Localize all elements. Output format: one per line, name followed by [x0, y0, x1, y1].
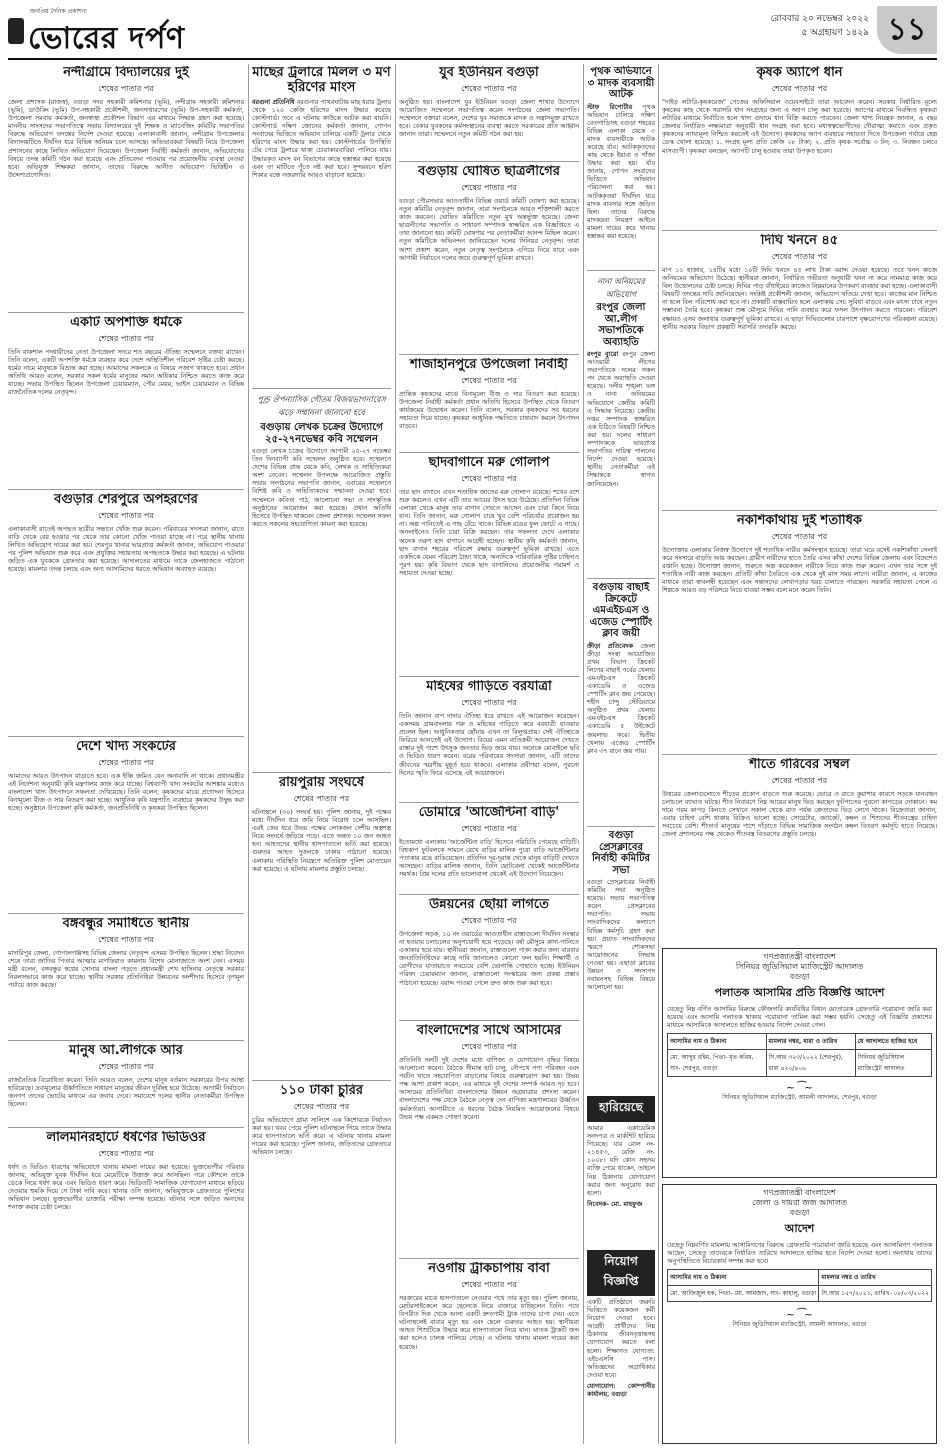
article-body: বগুড়া লেখক চক্রের উদ্যোগে আগামী ২৫-২৭ নভেম্বর তিন দিনব্যাপী কবি সম্মেলন অনুষ্ঠিত হবে। সম্মেলনে দেশের বিভিন্ন প্রান্ত থেকে কবি, লেখক ও সাহিত্যিকরা অংশ নেবেন। সম্মেলন উপলক্ষে আয়োজিত প্রস্তুতি সভায় সংগঠনের সভাপতি জানান, এবারের সম্মেলনে বিশিষ্ট কবি ও সাহিত্যিকদের সম্মাননা দেওয়া হবে। সম্মেলনে কবিতা পাঠ, আলোচনা সভা ও সাংস্কৃতিক অনুষ্ঠানের আয়োজন করা হয়েছে। প্রধান অতিথি হিসেবে উপস্থিত থাকবেন জেলা প্রশাসক। সম্মেলন সফল করতে সকলের সহযোগিতা কামনা করা হয়েছে।	[252, 448, 391, 528]
legal-notice-2	[662, 1184, 937, 1444]
article-body: ধর্ষণ ও ভিডিও ধারণের অভিযোগে থানায় মামলা দায়ের করা হয়েছে। ভুক্তভোগীর পরিবার জানায়, অভিযুক্ত যুবক দীর্ঘদিন ধরে মেয়েটিকে উত্ত্যক্ত করে আসছিল। পরে কৌশলে তাকে ডেকে নিয়ে ধর্ষণ করে এবং ভিডিও ধারণ করে। ভিডিওটি সামাজিক যোগাযোগ মাধ্যমে ছড়িয়ে দেওয়ার হুমকি দিয়ে সে টাকা দাবি করে। থানার ওসি জানান, অভিযুক্তকে গ্রেফতারে পুলিশের অভিযান চলছে। ভুক্তভোগীর ডাক্তারি পরীক্ষা সম্পন্ন হয়েছে। ঘটনার সঙ্গে জড়িত অন্যদের শনাক্ত করার চেষ্টা চলছে।	[8, 1163, 244, 1212]
job-label: নিয়োগ বিজ্ঞপ্তি	[587, 1250, 655, 1296]
headline: বগুড়া প্রেসক্লাবের নির্বাহী কমিটির সভা	[591, 830, 651, 876]
notice-header: গণপ্রজাতন্ত্রী বাংলাদেশ জেলা ও দায়রা জজ আদালত বগুড়া	[752, 1188, 847, 1217]
headline: শাজাহানপুরে উপজেলা নির্বাহী	[410, 358, 568, 372]
article-opoprochesta	[8, 316, 244, 486]
classified-lost	[587, 1096, 655, 1246]
kicker: শেষের পাতার পর	[293, 793, 350, 803]
kicker: শেষের পাতার পর	[98, 1148, 154, 1158]
section-divider	[8, 312, 244, 313]
headline: নকশিকাঁথায় দুই শতাধিক	[737, 514, 862, 528]
headline: দিঘি খননে ৪৫	[760, 234, 839, 248]
article-shahjahanpur	[399, 358, 579, 448]
column-divider	[583, 64, 584, 1444]
article-chhatraleague	[399, 165, 579, 351]
article-body: ঘটনাস্থলে (৩০) সংঘর্ষ হয়। পুলিশ জানায়, দুই পক্ষের মধ্যে দীর্ঘদিন ধরে জমি নিয়ে বিরোধ চলে আসছিল। এরই জের ধরে উভয় পক্ষের লোকজন দেশীয় অস্ত্রশস্ত্র নিয়ে সংঘর্ষে জড়িয়ে পড়ে। এতে অন্তত ১০ জন আহত হন। আহতদের স্থানীয় হাসপাতালে ভর্তি করা হয়েছে। গুরুতর আহত দুজনকে ঢাকায় পাঠানো হয়েছে। এলাকায় পরিস্থিতি নিয়ন্ত্রণে অতিরিক্ত পুলিশ মোতায়েন করা হয়েছে। এ ঘটনায় মামলার প্রস্তুতি চলছে।	[252, 808, 391, 873]
notice-title: আদেশ	[784, 1222, 815, 1235]
article-body: জেলা প্রশাসক (রাজস্ব), বগুড়া সদর সহকারী কমিশনার (ভূমি), নন্দীগ্রাম সহকারী কমিশনার (ভূমি), ডাউকিং (ভূমি) উপ-সহকারী প্রকৌশলী, জনসাধারণের (ভূমি) উপ-সহকারী কর্মকর্তা, উপজেলা সমবায় কর্মকর্তা, জনস্বাস্থ্য প্রকৌশল বিভাগ এর মাধ্যমে সিদ্ধান্ত গ্রহণ করা হয়েছে। মাননীয় সাংসদের সভাপতিত্বে সভায় বিদ্যালয়ের দুই শিক্ষক ও ম্যানেজিং কমিটির সভাপতির বিরুদ্ধে অভিযোগ তদন্তের নির্দেশ দেওয়া হয়েছে। এলাকাবাসী জানান, নন্দীগ্রাম উপজেলার বিদ্যালয়টিতে দীর্ঘদিন ধরে বিভিন্ন অনিয়ম চলে আসছে। অভিভাবকরা বিষয়টি নিয়ে উপজেলা প্রশাসনের কাছে লিখিত অভিযোগ দিয়েছেন। উপজেলা নির্বাহী কর্মকর্তা জানান, অভিযোগের বিষয়ে তদন্ত কমিটি গঠন করা হয়েছে এবং প্রতিবেদন পাওয়ার পর প্রয়োজনীয় ব্যবস্থা নেওয়া হবে। অভিযুক্ত শিক্ষকরা জানান, তাদের বিরুদ্ধে আনীত অভিযোগ ভিত্তিহীন ও উদ্দেশ্যপ্রণোদিত।	[8, 98, 244, 179]
article-body: উদ্যোক্তার এলাকায় নিজস্ব উদ্যোগে দুই শতাধিক নারীর কর্মসংস্থান হয়েছে। তারা ঘরে বসেই নকশিকাঁথা সেলাই করে সংসারে বাড়তি আয় করছেন। গ্রামীণ নারীদের হাতে তৈরি এসব কাঁথা দেশের বিভিন্ন জেলায় এবং বিদেশেও রপ্তানি হচ্ছে। উদ্যোক্তা জানান, শুরুতে অল্প কয়েকজন নারীকে নিয়ে কাজ শুরু করেন। এখন তার সঙ্গে দুই শতাধিক নারী কাজ করছেন। প্রতিটি কাঁথা তৈরিতে এক থেকে দুই মাস সময় লাগে। নারীরা জানান, এ কাজের মাধ্যমে তারা স্বাবলম্বী হয়েছেন এবং সন্তানদের লেখাপড়ার খরচ চালাতে পারছেন। সরকারি সহায়তা পেলে এ শিল্পকে আরও বড় পরিসরে নিয়ে যাওয়া সম্ভব বলে মনে করেন তিনি।	[662, 546, 937, 595]
notice-table	[667, 1033, 932, 1077]
section-divider	[399, 1020, 579, 1021]
job-body: একটি প্রতিষ্ঠানে জরুরি ভিত্তিতে কয়েকজন কর্মী নিয়োগ দেওয়া হবে। আগ্রহী প্রার্থীদের নিম্ন ঠিকানায় জীবনবৃত্তান্তসহ যোগাযোগ করতে বলা হলো। শিক্ষাগত যোগ্যতা: এইচএসসি পাস। অভিজ্ঞদের অগ্রাধিকার দেওয়া হবে।	[587, 1299, 655, 1379]
section-divider	[8, 1127, 244, 1128]
signature-icon: ~⁀~	[785, 1081, 814, 1095]
kicker: শেষের পাতার পর	[293, 1101, 350, 1111]
article-body: চুরির অভিযোগে গ্রাম্য সালিশে এক কিশোরকে নির্যাতন করা হয়। খবর পেয়ে পুলিশ ঘটনাস্থলে গিয়ে তাকে উদ্ধার করে হাসপাতালে ভর্তি করে। এ ঘটনায় থানায় মামলা দায়ের করা হয়েছে। পুলিশ জানায়, জড়িতদের গ্রেফতারে অভিযান চলছে।	[252, 1116, 391, 1157]
article-domar	[399, 806, 579, 890]
notice-header: গণপ্রজাতন্ত্রী বাংলাদেশ সিনিয়র জুডিসিয়াল ম্যাজিস্ট্রেট আদালত বগুড়া	[735, 952, 864, 981]
section-divider	[399, 894, 579, 895]
table-cell: মো. আজিজুল হক, পিতা- মো. আমজাদ, সাং- কাহালু, বগুড়া	[668, 1286, 819, 1302]
logo-tagline: জনপ্রিয় দৈনিক প্রকাশনা	[30, 8, 87, 15]
kicker: শেষের পাতার পর	[461, 83, 517, 93]
notice-body: যেহেতু নিম্নবর্ণিত মামলায় আসামিগণের বিরুদ্ধে গ্রেফতারি পরোয়ানা জারি হয়েছে এবং আসামিগণ পলাতক আছেন, সেহেতু তাদেরকে নির্ধারিত তারিখে আদালতে হাজির হতে নির্দেশ দেওয়া হলো। অন্যথায় তাদের অনুপস্থিতিতে বিচারকার্য সম্পন্ন করা হবে।	[667, 1242, 932, 1266]
table-header: মামলার নম্বর, ধারা ও তারিখ	[766, 1034, 855, 1050]
article-chadbagan	[399, 456, 579, 672]
headline: লালমনিরহাটে ধর্ষণের ভিডিওর	[46, 1131, 206, 1145]
section-divider	[8, 913, 244, 914]
table-header: মামলার নম্বর ও তারিখ	[819, 1270, 932, 1286]
kicker: নানা অনিয়মের অভিযোগ	[597, 277, 645, 299]
headline: নওগাঁয় ট্রাকচাপায় বাবা	[428, 1262, 550, 1276]
section-divider	[399, 676, 579, 677]
article-body: প্রান্তিক কৃষকদের মাঝে বিনামূল্যে বীজ ও সার বিতরণ করা হয়েছে। উপজেলা নির্বাহী কর্মকর্তা প্রধান অতিথি হিসেবে উপস্থিত থেকে বিতরণ কার্যক্রমের উদ্বোধন করেন। তিনি বলেন, সরকার কৃষকদের সব ধরনের সহায়তা দিয়ে যাচ্ছে। কৃষকরা আধুনিক পদ্ধতিতে চাষাবাদ করলে উৎপাদন বাড়বে।	[399, 390, 579, 431]
section-divider	[8, 1040, 244, 1041]
article-bongobondhu	[8, 917, 244, 1037]
article-body: বগুড়া প্রেসক্লাবের নির্বাহী কমিটির সভা অনুষ্ঠিত হয়েছে। সভায় সভাপতিত্ব করেন প্রেসক্লাবের সভাপতি। সভায় সাংবাদিকদের কল্যাণে বিভিন্ন কর্মসূচি গ্রহণ করা হয়। প্রয়াত সাংবাদিকদের স্মরণে শোকসভা আয়োজনের সিদ্ধান্ত নেওয়া হয়। এছাড়া ক্লাবের উন্নয়ন ও সদস্যপদ নবায়নসহ বিভিন্ন বিষয়ে আলোচনা হয়।	[587, 879, 655, 992]
section-divider	[252, 1080, 391, 1081]
notice-body: যেহেতু নিম্ন বর্ণিত আসামির বিরুদ্ধে ফৌজদারি কার্যবিধির বিধান মোতাবেক গ্রেফতারি পরোয়ানা জারি করা হয়েছে এবং আসামি পলাতক থাকায় পরোয়ানা তামিল করা সম্ভব হয়নি। সেহেতু এই বিজ্ঞপ্তি প্রকাশের মাধ্যমে আসামিকে আদালতে হাজির হওয়ার নির্দেশ দেওয়া গেল।	[667, 1006, 932, 1030]
headline: দেশে খাদ্য সংকটের	[76, 740, 176, 754]
article-bangladesh-assam	[399, 1024, 579, 1254]
kicker: শেষের পাতার পর	[98, 934, 154, 944]
article-cricket	[587, 582, 655, 822]
headline: মাছের ট্রলারে মিলল ৩ মণ হরিণের মাংস	[252, 66, 391, 95]
byline: বরগুনা প্রতিনিধি	[252, 98, 295, 106]
lost-name: নিবেদক- মো. মাহফুজ	[587, 1200, 643, 1208]
article-unnoyon	[399, 898, 579, 1016]
newspaper-logo	[8, 6, 238, 56]
article-dighi	[662, 234, 937, 506]
article-body: তিনি জানান বাপ দাদার ঐতিহ্য ধরে রাখতে এই আয়োজন করেছেন। একসময় গ্রামবাংলায় গরু ও মহিষের গাড়িতে করে বরযাত্রী যাওয়ার প্রচলন ছিল। আধুনিকতার ছোঁয়ায় এখন তা বিলুপ্তপ্রায়। সেই ঐতিহ্যকে ফিরিয়ে আনতেই এই উদ্যোগ। বিয়ের এমন ব্যতিক্রমী আয়োজন দেখতে রাস্তার দুই পাশে উৎসুক জনতার ভিড় জমে যায়। অনেকে মোবাইলে ছবি ও ভিডিও ধারণ করেন। বরের পরিবারের সদস্যরা জানান, এটি তাদের জীবনের স্মরণীয় মুহূর্ত হয়ে থাকবে। এলাকার প্রবীণরা বলেন, পুরনো দিনের স্মৃতি ফিরে এসেছে এই আয়োজনে।	[399, 712, 579, 777]
article-nakshikatha	[662, 514, 937, 750]
column-divider	[395, 64, 396, 1444]
headline: ১১০ টাকা চুরির	[279, 1084, 364, 1098]
section-divider	[587, 826, 655, 827]
table-header: যে আদালতে হাজির হবে	[855, 1034, 931, 1050]
kicker: শেষের পাতার পর	[461, 182, 517, 192]
lost-body: আমার একাডেমিক সনদপত্র ও মার্কশিট হারিয়ে গিয়েছে। যার রোল নং- ২১৪৫৩, রেজি নং- ১০০৮। যদি কোন সহৃদয় ব্যক্তি পেয়ে থাকেন, তাহলে নিম্ন ঠিকানায় যোগাযোগ করার জন্য অনুরোধ করা হলো।	[587, 1125, 655, 1197]
logo-text: ভোরের দর্পণ	[28, 21, 185, 56]
table-cell: সি.আর ১৫৭/২০২১, তারিখ- ০৮/০৩/২০২২	[819, 1286, 932, 1302]
kicker: শেষের পাতার পর	[461, 1041, 517, 1051]
article-body: তিনি বাকশাল পদধারীদের নেতা উপজেলা সদরে শত বছরের ঐতিহ্য সম্মেলনে বক্তব্য রাখেন। তিনি বলেন, একটি অপশক্তি ধর্মকে ব্যবহার করে দেশে অস্থিতিশীল পরিবেশ সৃষ্টির চেষ্টা করছে। ধর্মের নামে মানুষকে বিভ্রান্ত করা হচ্ছে। আমাদের সকলকে এ বিষয়ে সজাগ থাকতে হবে। প্রধান অতিথি আরও বলেন, সরকার সকল ধর্মের মানুষের সমান অধিকার নিশ্চিত করতে কাজ করে যাচ্ছে। সভায় উপস্থিত ছিলেন উপজেলা চেয়ারম্যান, পৌর মেয়র, ভাইস চেয়ারম্যান ও বিভিন্ন রাজনৈতিক দলের নেতৃবৃন্দ।	[8, 348, 244, 397]
kicker: শেষের পাতার পর	[461, 823, 517, 833]
headline: বগুড়ায় বাছাই ক্রিকেটে এমএইচএস ও এজেড স্পোর্টিং ক্লাব জয়ী	[589, 582, 653, 639]
byline: ক্রীড়া প্রতিবেদক	[587, 642, 633, 650]
table-header: আসামির নাম ও ঠিকানা	[668, 1270, 819, 1286]
section-divider	[399, 354, 579, 355]
article-body: মাপ ১১ হাজার, ১৪টির মধ্যে ১০টি দিঘি খননে ৪৫ লাখ টাকা বরাদ্দ দেওয়া হয়েছে। তবে খনন কাজে অনিয়মের অভিযোগ উঠেছে। স্থানীয়রা জানান, নির্ধারিত গভীরতা অনুযায়ী খনন না করে নামমাত্র কাজ করে বিল উত্তোলনের চেষ্টা চলছে। দিঘির পাড় বাঁধাইয়ের কাজেও নিম্নমানের উপকরণ ব্যবহার করা হচ্ছে। এলাকাবাসী বিষয়টি তদন্তের দাবি জানিয়েছেন। সংশ্লিষ্ট প্রকৌশলী জানান, অভিযোগ খতিয়ে দেখা হবে। কাজের মান নিশ্চিত না হলে বিল পরিশোধ করা হবে না। প্রকল্পটি বাস্তবায়িত হলে এলাকায় সেচ সুবিধা বাড়বে এবং মৎস্য চাষে নতুন সম্ভাবনা তৈরি হবে। কৃষকরা শুষ্ক মৌসুমে দিঘির পানি ব্যবহার করে ফসল উৎপাদন করতে পারবেন। পরিবেশ রক্ষায়ও এসব জলাধার গুরুত্বপূর্ণ ভূমিকা রাখবে। এ ছাড়া দিঘিগুলোর চারপাশে বৃক্ষরোপণের পরিকল্পনা রয়েছে। স্থানীয় সরকার বিভাগ প্রকল্পটি সরাসরি তদারকি করছে।	[662, 266, 937, 331]
date-bangla: ৫ অগ্রহায়ণ ১৪২৯	[801, 28, 869, 38]
article-body: এলাকাবাসী রাতেই অপহৃত ছাত্রীর সন্ধানে খোঁজ শুরু করেন। পরিবারের সদস্যরা জানান, রাতে বাড়ি থেকে বের হওয়ার পর থেকে তার কোনো খোঁজ পাওয়া যাচ্ছে না। পরে স্থানীয় থানায় লিখিত অভিযোগ দায়ের করা হয়। শেরপুর থানার ভারপ্রাপ্ত কর্মকর্তা জানান, অভিযোগ পাওয়ার পর পুলিশ অভিযান শুরু করে এবং প্রযুক্তির সহায়তায় অপহৃতকে উদ্ধার করা হয়েছে। এ ঘটনায় জড়িত এক যুবককে গ্রেফতার করা হয়েছে। আদালতের মাধ্যমে তাকে জেলহাজতে পাঠানো হয়েছে। মামলার তদন্ত চলছে এবং অন্য আসামিদের ধরতে অভিযান অব্যাহত রয়েছে।	[8, 525, 244, 574]
page-number: ১১	[877, 6, 937, 54]
kicker: শেষের পাতার পর	[98, 1061, 154, 1071]
article-prothok	[587, 66, 655, 266]
table-row	[668, 1050, 932, 1077]
section-divider	[662, 230, 937, 231]
byline: রংপুর ব্যুরো	[587, 351, 619, 358]
article-body: "দাইড় লটারি-কৃষকরেজ" পেজের অফিসিয়াল ওয়েবসাইটে তারা আবেদন করেন। সরকার নির্ধারিত মূল্যে কৃষকের কাছ থেকে সরাসরি ধান সংগ্রহের জন্য এ অ্যাপ চালু করা হয়েছে। অ্যাপের মাধ্যমে নিবন্ধিত কৃষকরা লটারির মাধ্যমে নির্বাচিত হলে খাদ্য গুদামে ধান বিক্রি করতে পারবেন। জেলা খাদ্য নিয়ন্ত্রক জানান, এ বছর জেলায় নির্ধারিত লক্ষ্যমাত্রা অনুযায়ী ধান সংগ্রহ করা হবে। মধ্যস্বত্বভোগীদের দৌরাত্ম্য কমাতে এবং প্রকৃত কৃষকদের ন্যায্যমূল্য নিশ্চিত করতেই এই উদ্যোগ। কৃষকদের অ্যাপ ব্যবহারে সহায়তা দিতে উপজেলা পর্যায়ে হেল্প ডেস্ক খোলা হয়েছে। ১. সংগ্রহ মূল্য প্রতি কেজি ২৮ টাকা; ২. প্রতি কৃষক সর্বোচ্চ ৩ টন; ৩. নিবন্ধন চলবে মাসব্যাপী। কৃষকরা বলছেন, অ্যাপটি চালু হওয়ায় তারা উপকৃত হবেন।	[662, 98, 937, 155]
headline: বগুড়ার শেরপুরে অপহরণের	[54, 493, 198, 507]
section-divider	[662, 754, 937, 755]
article-body: বগুড়া পৌরসভার আওতাধীন বিভিন্ন ওয়ার্ড কমিটি ঘোষণা করা হয়েছে। নতুন কমিটির নেতৃবৃন্দ জানান, তারা সংগঠনকে আরও শক্তিশালী করতে কাজ করবেন। ঘোষিত কমিটিতে নতুন মুখ অন্তর্ভুক্ত হয়েছে। জেলা ছাত্রলীগের সভাপতি ও সাধারণ সম্পাদক স্বাক্ষরিত এক বিজ্ঞপ্তিতে এ তথ্য জানানো হয়। কমিটি ঘোষণার পর নেতাকর্মীরা আনন্দ মিছিল করেন। নতুন কমিটিকে অভিনন্দন জানিয়েছেন দলের সিনিয়র নেতৃবৃন্দ। তারা আশা প্রকাশ করেন, নতুন নেতৃত্ব সংগঠনকে এগিয়ে নিয়ে যাবে এবং আগামী নির্বাচনে দলের জয়ে গুরুত্বপূর্ণ ভূমিকা রাখবে।	[399, 197, 579, 262]
job-contact: যোগাযোগ: কোম্পানীর কার্যালয়, বগুড়া	[587, 1382, 655, 1399]
section-divider	[399, 452, 579, 453]
article-body: অনুষ্ঠিত হয়। বাংলাদেশ যুব ইউনিয়ন বগুড়া জেলা শাখার উদ্যোগে আয়োজিত সম্মেলনে সভাপতিত্ব করেন সংগঠনের জেলা সভাপতি। সম্মেলনে বক্তারা বলেন, দেশের যুব সমাজকে মাদক ও সন্ত্রাসমুক্ত রাখতে হবে। বেকার যুবকদের কর্মসংস্থানের ব্যবস্থা করতে সরকারের প্রতি আহ্বান জানান তারা। সম্মেলনে নতুন কমিটি গঠন করা হয়।	[399, 98, 579, 139]
article-khaddo	[8, 740, 244, 910]
article-krishok	[662, 66, 937, 226]
table-cell: সিনিয়র জুডিসিয়াল ম্যাজিস্ট্রেট আদালত	[855, 1050, 931, 1077]
section-divider	[587, 578, 655, 579]
headline: ছাদবাগানে মরু গোলাপ	[428, 456, 550, 470]
article-rangpur	[587, 274, 655, 574]
notice-signer: সিনিয়র জুডিসিয়াল ম্যাজিস্ট্রেট, আমলী আদালত, বগুড়া	[732, 1321, 867, 1329]
kicker: শেষের পাতার পর	[771, 251, 828, 261]
notice-table	[667, 1269, 932, 1302]
article-body-text: বরগুনার পাথরঘাটায় মাছ ধরার ট্রলার থেকে ১২০ কেজি হরিণের মাংস উদ্ধার করেছে কোস্টগার্ড। তবে এ ঘটনায় কাউকে আটক করা যায়নি। কোস্টগার্ড দক্ষিণ জোনের কর্মকর্তা জানান, গোপন সংবাদের ভিত্তিতে অভিযান চালিয়ে একটি ট্রলার থেকে হরিণের মাংস উদ্ধার করা হয়। কোস্টগার্ডের উপস্থিতি টের পেয়ে ট্রলারে থাকা চোরাকারবারিরা পালিয়ে যায়। উদ্ধারকৃত মাংস বন বিভাগের কাছে হস্তান্তর করা হয়েছে এবং তা মাটিতে পুঁতে নষ্ট করা হবে। সুন্দরবনে হরিণ শিকার বন্ধে নজরদারি আরও বাড়ানো হয়েছে।	[252, 98, 391, 179]
table-cell: মো. আব্দুর রহিম, পিতা- মৃত করিম, সাং- শেরপুর, বগুড়া	[668, 1050, 767, 1077]
article-body: উত্তরের জেলাগুলোতে শীতের প্রকোপ বাড়তে শুরু করেছে। ভোরে ও রাতে কুয়াশার কারণে সড়কে যানবাহন চলাচলে ব্যাঘাত ঘটছে। শীত নিবারণে নিম্ন আয়ের মানুষ ভিড় করছেন ফুটপাতের পুরনো কাপড়ের দোকানে। কম দামে গরম কাপড় কিনতে সেখানে সকাল থেকে রাত পর্যন্ত ক্রেতাদের ভিড় লেগে থাকে। বিক্রেতারা জানান, এবার চাহিদা বেশি থাকায় বিক্রিও ভালো হচ্ছে। সোয়েটার, জ্যাকেট, কম্বল ও শিশুদের শীতবস্ত্রের চাহিদা সবচেয়ে বেশি। শীতার্ত মানুষের পাশে দাঁড়াতে বিভিন্ন সামাজিক সংগঠন কম্বল বিতরণ কর্মসূচি হাতে নিয়েছে। জেলা প্রশাসনের পক্ষ থেকেও শীতবস্ত্র বিতরণের প্রস্তুতি চলছে।	[662, 790, 937, 839]
article-mohish	[399, 680, 579, 798]
article-churi	[252, 1084, 391, 1444]
column-divider	[658, 64, 659, 1444]
headline: বগুড়ায় লেখক চক্রের উদ্যোগে ২৫-২৭নভেম্বর কবি সম্মেলন	[260, 422, 383, 445]
article-harin	[252, 66, 391, 384]
signature-icon: ~⁀~	[785, 1308, 814, 1322]
masthead	[8, 6, 937, 58]
article-body	[252, 99, 391, 180]
article-body	[587, 351, 655, 489]
notice-title: পলাতক আসামির প্রতি বিজ্ঞপ্তি আদেশ	[714, 986, 885, 999]
kicker: শেষের পাতার পর	[461, 375, 517, 385]
table-cell: সি.আর ৩২৩/২০২২ (শেরপুর), ধারা ৪২০/৪০৬	[766, 1050, 855, 1077]
headline: বঙ্গবন্ধুর সমাধিতে স্থানীয়	[62, 917, 190, 931]
lost-label: হারিয়েছে	[587, 1096, 655, 1122]
article-manush	[8, 1044, 244, 1124]
masthead-rule	[8, 58, 937, 60]
kicker: শেষের পাতার পর	[461, 473, 517, 483]
article-lalmonirhat	[8, 1131, 244, 1443]
section-divider	[399, 1258, 579, 1259]
article-jubo	[399, 66, 579, 158]
kicker: শেষের পাতার পর	[461, 915, 517, 925]
headline: মহিষের গাড়িতে বরযাত্রা	[426, 680, 552, 694]
section-divider	[587, 270, 655, 271]
article-body-text: জেলা ক্রীড়া সংস্থা আয়োজিত প্রথম বিভাগ ক্রিকেট লিগের বাছাই পর্বের খেলায় এমএইচএস ক্রিকেট একাডেমি ও এজেড স্পোর্টিং ক্লাব জয় পেয়েছে। শহীদ চান্দু স্টেডিয়ামে অনুষ্ঠিত প্রথম খেলায় এমএইচএস ক্রিকেট একাডেমি ৫ উইকেটে জয়লাভ করে। দ্বিতীয় খেলায় এজেড স্পোর্টিং ক্লাব ৩৭ রানে জয় পায়।	[587, 642, 655, 755]
section-divider	[662, 510, 937, 511]
article-body-text: পৃথক অভিযান চালিয়ে দক্ষিণ বেতগাড়িসহ বগুড়া শহরের বিভিন্ন এলাকা থেকে ৩ মাদক ব্যবসায়ীকে আটক করেছে র্যাব। আটককৃতদের কাছ থেকে ইয়াবা ও গাঁজা উদ্ধার করা হয়। র্যাব জানায়, গোপন সংবাদের ভিত্তিতে অভিযান পরিচালনা করা হয়। আটককৃতরা দীর্ঘদিন ধরে মাদক ব্যবসার সঙ্গে জড়িত ছিল। তাদের বিরুদ্ধে মাদকদ্রব্য নিয়ন্ত্রণ আইনে মামলা দায়ের করে থানায় হস্তান্তর করা হয়েছে।	[587, 103, 655, 240]
section-divider	[8, 736, 244, 737]
headline: পৃথক অভিযানে ৩ মাদক ব্যবসায়ী আটক	[587, 66, 655, 100]
date-box	[771, 12, 869, 40]
column-divider	[248, 64, 249, 1444]
article-raipura	[252, 776, 391, 1076]
table-row	[668, 1286, 932, 1302]
classified-job	[587, 1250, 655, 1444]
headline: বগুড়ায় ঘোষিত ছাত্রলীগের	[418, 165, 560, 179]
article-body: আমাদের আরও উৎপাদন বাড়াতে হবে। এক ইঞ্চি জমিও যেন অনাবাদি না থাকে। প্রধানমন্ত্রীর এই নির্দেশনা অনুযায়ী কৃষি মন্ত্রণালয় কাজ করে যাচ্ছে। বিশ্বব্যাপী খাদ্য সংকটের আশঙ্কার মধ্যেও বাংলাদেশ খাদ্য উৎপাদনে সফলতা দেখিয়েছে। তিনি বলেন, কৃষকদের মাঝে প্রণোদনা হিসেবে বিনামূল্যে বীজ ও সার বিতরণ করা হচ্ছে। আধুনিক কৃষি যন্ত্রপাতি ব্যবহারে কৃষকদের উদ্বুদ্ধ করা হচ্ছে। অনুষ্ঠানে উপজেলা কৃষি কর্মকর্তা, জনপ্রতিনিধি ও কৃষকরা উপস্থিত ছিলেন।	[8, 772, 244, 813]
article-body: প্রতিনিধি দলটি দুই দেশের মধ্যে বাণিজ্য ও যোগাযোগ বৃদ্ধির বিষয়ে আলোচনা করেন। বৈঠকে সীমান্ত হাট চালু, নৌপথে পণ্য পরিবহন এবং পর্যটন খাতে সহযোগিতা বাড়ানোর বিষয়ে গুরুত্বারোপ করা হয়। উভয় পক্ষ আশা প্রকাশ করেন, এর মাধ্যমে দুই দেশের সম্পর্ক আরও দৃঢ় হবে। আসামের প্রতিনিধিরা বাংলাদেশের উন্নয়ন অগ্রযাত্রার প্রশংসা করেন। বাংলাদেশের পক্ষ থেকে বৈঠকে নেতৃত্ব দেন বাণিজ্য মন্ত্রণালয়ের ঊর্ধ্বতন কর্মকর্তারা। আগামীতে এ ধরনের বৈঠক নিয়মিত আয়োজনের বিষয়ে উভয় পক্ষ একমত পোষণ করেন।	[399, 1056, 579, 1121]
article-body: তার ছাদ বাগানে এখন শতাধিক জাতের মরু গোলাপ রয়েছে। শখের বশে শুরু করলেও এখন এটি তার আয়ের উৎস হয়ে উঠেছে। প্রতিদিন বিভিন্ন এলাকা থেকে মানুষ তার বাগান দেখতে আসেন এবং চারা কিনে নিয়ে যান। তিনি জানান, মরু গোলাপ চাষে খুব বেশি পরিচর্যার প্রয়োজন হয় না। অল্প পানিতেই এ গাছ বেঁচে থাকে। বিভিন্ন রঙের ফুল ফোটে এ গাছে। অনলাইনেও তিনি চারা বিক্রি করছেন। তার সফলতা দেখে এলাকার অনেক তরুণ ছাদ বাগানে আগ্রহী হচ্ছেন। স্থানীয় কৃষি কর্মকর্তা জানান, ছাদ বাগান শহরের পরিবেশ রক্ষায় গুরুত্বপূর্ণ ভূমিকা রাখছে। এতে একদিকে যেমন পরিবেশ ঠান্ডা থাকে, অন্যদিকে পারিবারিক পুষ্টির চাহিদাও পূরণ হয়। কৃষি বিভাগ থেকে ছাদ বাগানিদের প্রয়োজনীয় পরামর্শ ও সহায়তা দেওয়া হচ্ছে।	[399, 488, 579, 577]
notice-signer: সিনিয়র জুডিসিয়াল ম্যাজিস্ট্রেট, আমলী আদালত, শেরপুর, বগুড়া	[722, 1094, 877, 1102]
article-body: ইতোমধ্যে এলাকায় 'আর্জেন্টিনা বাড়ি' হিসেবে পরিচিতি পেয়েছে বাড়িটি। বিশ্বকাপ ফুটবলকে সামনে রেখে বাড়ির মালিক পুরো বাড়ি আর্জেন্টিনার পতাকার রঙে রাঙিয়েছেন। প্রতিদিন দূর-দূরান্ত থেকে মানুষ বাড়িটি দেখতে আসছেন। বাড়ির মালিক জানান, তিনি ছোটবেলা থেকেই আর্জেন্টিনার সমর্থক। প্রিয় দলের প্রতি ভালোবাসা থেকেই এই উদ্যোগ নিয়েছেন।	[399, 838, 579, 879]
headline: মানুষ আ.লীগকে আর	[69, 1044, 183, 1058]
kicker: শেষের পাতার পর	[98, 757, 154, 767]
article-body	[587, 643, 655, 756]
article-body: রাজনৈতিক বিরোধিতা করেন। তিনি আরও বলেন, দেশের মানুষ বর্তমান সরকারের উপর আস্থা হারিয়েছে। দ্রব্যমূল্যের ঊর্ধ্বগতিতে সাধারণ মানুষের জীবন দুর্বিষহ হয়ে উঠেছে। আগামী নির্বাচনে জনগণ তাদের ভোটের মাধ্যমে এর জবাব দেবে। সমাবেশে দলের স্থানীয় নেতাকর্মীরা উপস্থিত ছিলেন।	[8, 1076, 244, 1109]
date-gregorian: রোববার ২০ নভেম্বর ২০২২	[770, 14, 869, 24]
article-body: সরকারের মাঝে হাসপাতালে নেওয়ার পথে তার মৃত্যু হয়। পুলিশ জানায়, মোটরসাইকেলে করে ছেলেকে নিয়ে বাজারে যাচ্ছিলেন তিনি। পথে বিপরীত দিক থেকে আসা একটি দ্রুতগামী ট্রাক তাদের চাপা দেয়। এতে ঘটনাস্থলেই বাবার মৃত্যু হয় এবং ছেলে গুরুতর আহত হয়। স্থানীয়রা আহত শিশুটিকে উদ্ধার করে হাসপাতালে নিয়ে যান। ঘাতক ট্রাকটি জব্দ করা হলেও চালক পালিয়ে গেছে। এ ঘটনায় থানায় মামলা দায়ের করা হয়েছে।	[399, 1294, 579, 1351]
kicker: শেষের পাতার পর	[771, 775, 828, 785]
legal-notice-1	[662, 948, 937, 1178]
article-body: মাদারিপুর জেলা, গোপালগঞ্জসহ বিভিন্ন জেলার নেতৃবৃন্দ এসময় উপস্থিত ছিলেন। শ্রদ্ধা নিবেদন শেষে তারা জাতির পিতার আত্মার মাগফিরাত কামনায় বিশেষ মোনাজাতে অংশ নেন। এসময় মন্ত্রী বলেন, বঙ্গবন্ধুর স্বপ্নের সোনার বাংলা গড়তে প্রধানমন্ত্রী শেখ হাসিনার নেতৃত্বে সরকার নিরলসভাবে কাজ করে যাচ্ছে। স্থানীয় সরকার প্রতিনিধিরা উন্নয়নের অংশীদার হিসেবে তৃণমূল পর্যায়ে কাজ করছে।	[8, 949, 244, 990]
article-shite	[662, 758, 937, 942]
kicker: শেষের পাতার পর	[98, 510, 154, 520]
headline: রংপুর জেলা আ.লীগ সভাপতিকে অব্যাহতি	[596, 302, 646, 348]
logo-mark-icon	[8, 18, 24, 44]
section-divider	[252, 388, 391, 389]
section-divider	[399, 161, 579, 162]
section-divider	[252, 772, 391, 773]
headline: কৃষক অ্যাপে ধান	[756, 66, 843, 80]
headline: বাংলাদেশের সাথে আসামের	[416, 1024, 562, 1038]
kicker: শেষের পাতার পর	[771, 83, 828, 93]
article-body: উপজেলা সড়ক, ১০ নং ওয়ার্ডের আওতাধীন রাস্তাগুলো দীর্ঘদিন সংস্কার না হওয়ায় চলাচলের অনুপযোগী হয়ে পড়েছে। বর্ষা মৌসুমে কাদা-পানিতে একাকার হয়ে যায়। স্থানীয়রা জানান, রাস্তাগুলো পাকা করার জন্য বারবার জনপ্রতিনিধিদের কাছে দাবি জানালেও কোনো ফল হয়নি। শিক্ষার্থী ও রোগীদের যাতায়াতে সবচেয়ে বেশি ভোগান্তি পোহাতে হচ্ছে। ইউনিয়ন পরিষদ চেয়ারম্যান জানান, রাস্তাগুলো সংস্কারের জন্য প্রকল্প প্রস্তাব পাঠানো হয়েছে। বরাদ্দ পাওয়া গেলে দ্রুত কাজ শুরু করা হবে।	[399, 930, 579, 987]
article-naogaon	[399, 1262, 579, 1444]
kicker: শেষের পাতার পর	[98, 333, 154, 343]
article-body	[587, 104, 655, 242]
kicker: শেষের পাতার পর	[461, 1279, 517, 1289]
headline: একটি অপশক্তি ধর্মকে	[70, 316, 182, 330]
article-sherpur	[8, 493, 244, 733]
article-lekhok	[252, 392, 391, 768]
article-body-text: রংপুর জেলা আওয়ামী লীগের সভাপতিকে দলের সকল পদ থেকে অব্যাহতি দেওয়া হয়েছে। দলীয় শৃঙ্খলা ভঙ্গ ও নানা অনিয়মের অভিযোগে কেন্দ্রীয় কমিটি এ সিদ্ধান্ত নিয়েছে। কেন্দ্রীয় দপ্তর সম্পাদক স্বাক্ষরিত এক চিঠিতে বিষয়টি নিশ্চিত করা হয়। দলের সাধারণ সম্পাদককে ভারপ্রাপ্ত সভাপতির দায়িত্ব পালনের নির্দেশ দেওয়া হয়েছে। স্থানীয় নেতাকর্মীরা এই সিদ্ধান্তকে স্বাগত জানিয়েছেন।	[587, 351, 655, 488]
section-divider	[8, 489, 244, 490]
headline: শীতে গরিবের সম্বল	[749, 758, 850, 772]
section-divider	[399, 802, 579, 803]
kicker: শেষের পাতার পর	[98, 83, 154, 93]
headline: রায়পুরায় সংঘর্ষে	[278, 776, 365, 790]
byline: স্টাফ রিপোর্টার	[587, 103, 633, 111]
headline: যুব ইউনিয়ন বগুড়া	[439, 66, 539, 80]
article-nondigram	[8, 66, 244, 310]
table-header: আসামির নাম ও ঠিকানা	[668, 1034, 767, 1050]
headline: নন্দীগ্রামে বিদ্যালয়ের দুই	[63, 66, 189, 80]
kicker: শেষের পাতার পর	[461, 697, 517, 707]
kicker: পুণ্ড্র ঔপন্যাসিক গৌতম বিজয়ভাগনারেস ঝড়ে সম্মাননা জানানো হবে	[257, 395, 386, 417]
headline: ডোমারে 'আর্জেন্টিনা বাড়ি'	[418, 806, 560, 820]
kicker: শেষের পাতার পর	[771, 531, 828, 541]
article-pressclub	[587, 830, 655, 1090]
headline: উন্নয়নের ছোঁয়া লাগতে	[429, 898, 549, 912]
